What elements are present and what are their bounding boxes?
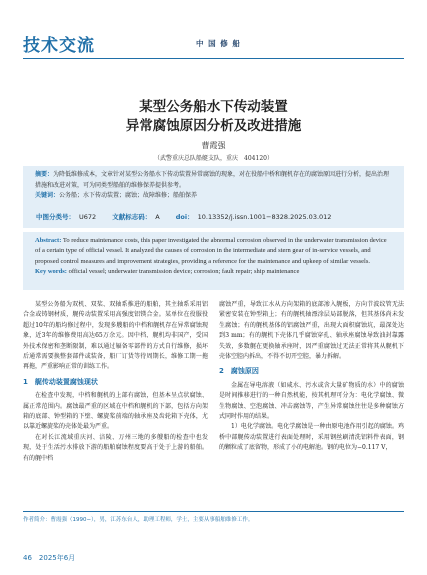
abstract-cn-label: 摘要： bbox=[35, 171, 54, 178]
section2-paragraph1: 金属在导电溶液（如咸水、污水或含大量矿物质的水）中的腐蚀是时间推移进行的一种自然机能，按其机理可分为：电化学腐蚀、微生物腐蚀、空泡腐蚀、冲击腐蚀等，产生异常腐蚀往往是多种腐蚀方式同时作用的结果。 bbox=[219, 381, 404, 421]
section2-heading: 2 腐蚀原因 bbox=[219, 367, 259, 376]
intro-paragraph: 某型公务船为双机、双桨、双轴系推进的船舶，其主轴系采用铝合金或铸钢材质，艉传动装置采用高强度铝镁合金。某单位在役服役超过10年的船均修过程中，发现多艘船的中档和艉机存在异常腐蚀现象，近3年的维修费用高达65万余元。因中档、艉机均非国产，受国外技术保密和垄断限制，难以通过辐备零部件的方式自行维修，损坏后通常需要换整套部件或装备，船厂订货等待周期长，维修工期一拖再拖，严重影响正常的训练工作。 bbox=[23, 301, 208, 371]
page-number: 46 2025年6月 bbox=[23, 554, 76, 562]
classification-line bbox=[36, 212, 335, 221]
article-title-line2: 异常腐蚀原因分析及改进措施 bbox=[125, 118, 302, 134]
abstract-cn bbox=[35, 170, 392, 191]
author-name: 曹霞强 bbox=[201, 141, 226, 150]
section-header: 技术交流 bbox=[23, 36, 95, 56]
abstract-en bbox=[35, 236, 392, 267]
section1-heading: 1 艉传动装置腐蚀现状 bbox=[23, 377, 98, 386]
abstract-en-text: To reduce maintenance costs, this paper investigated the abnormal corrosion observed in the underwater transmission device of a certain type of official vessel. It analyzed the causes of corrosion in the intermediate and stern gear of in-service vessels, and proposed control measures and improvement strategies, providing a reference for the maintenance and upkeep of similar vessels. bbox=[35, 237, 387, 265]
section1-paragraph2: 在对长江流域重庆河、涪陵、万州三地的多艘船的检查中也发现，处于生活污水排放下游的船舶腐蚀程度要高于处于上游的船舶。有的艉中档 bbox=[23, 433, 208, 462]
header-divider bbox=[23, 58, 404, 59]
section1-paragraph1: 在检查中发现，中档和艉机的上部有腐蚀，但基本呈点状腐蚀、属正常范围内。腐蚀最严重的区域在中档和艉机的下部，包括方向架箱的底部、钟型箱的下壁、螺旋桨前端的轴承座及齿轮箱下壳体，尤以靠近螺旋桨的壳体处最为严重。 bbox=[23, 392, 208, 431]
left-column bbox=[23, 300, 208, 464]
right-column bbox=[219, 300, 404, 454]
author-affiliation: （武警重庆总队船艇支队，重庆 404120） bbox=[154, 155, 273, 162]
keywords-cn-label: 关键词： bbox=[35, 192, 60, 199]
doc-code: A bbox=[155, 213, 160, 221]
keywords-en-text: official vessel; underwater transmission device; corrosion; fault repair; ship maintenance bbox=[68, 267, 300, 275]
section1-continuation: 腐蚀严重，导致江水从方向架箱的底部渗入艉板，方向节波纹管无法紧密安装在钟型箱上；有的艉机轴漂涂层局部脱落，但其基体尚未发生腐蚀；有的艉机基体的铝腐蚀严重，出现大面积腐蚀坑，最深处达到3 mm；有的艉机下壳体几乎腐蚀穿孔、轴承座腐蚀导致油封靠露失效，多数艉在更换轴承座时，因严重腐蚀过无法正常将其从艉机下壳体空腔内拆出，不得不切开空腔，暴力拆解。 bbox=[219, 301, 404, 361]
class-num-label: 中图分类号： bbox=[36, 213, 75, 221]
abstract-cn-text: 为降低维修成本，文章针对某型公务船水下传动装置异常腐蚀的现象，对在役船中桥和艉机存在的腐蚀原因进行分析，提出治理措施和改进对策，可为同类型船舶的维修保养提供参考。 bbox=[35, 171, 390, 189]
section2-paragraph2: 1）电化学腐蚀。电化学腐蚀是一种由原电池作用引起的腐蚀。鸡桥中部艉传动装置进行表面处理时，采用钢丝刷清洗铝料件表面，钢的颗粒成了底留物，形成了小的电解池。钢的电位为−0.117 V， bbox=[219, 423, 404, 452]
keywords-cn bbox=[35, 191, 392, 202]
doc-code-label: 文献标志码： bbox=[112, 213, 152, 221]
english-abstract-box bbox=[23, 232, 404, 290]
doi-value: 10.13352/j.issn.1001−8328.2025.03.012 bbox=[197, 213, 332, 221]
keywords-cn-text: 公务船；水下传动装置；腐蚀；故障维修；船舶保养 bbox=[59, 192, 198, 199]
keywords-en-label: Key words: bbox=[35, 267, 67, 275]
keywords-en bbox=[35, 267, 392, 277]
author-footnote: 作者简介：曹霞强（1990−），男，江苏东台人，助理工程师，学士，主要从事船舶维修工作。 bbox=[23, 511, 404, 523]
abstract-en-label: Abstract: bbox=[35, 237, 62, 244]
class-num: U672 bbox=[79, 213, 97, 221]
doi-label: doi： bbox=[175, 213, 194, 221]
article-title-line1: 某型公务船水下传动装置 bbox=[139, 99, 288, 115]
journal-name: 中 国 修 船 bbox=[196, 39, 241, 48]
